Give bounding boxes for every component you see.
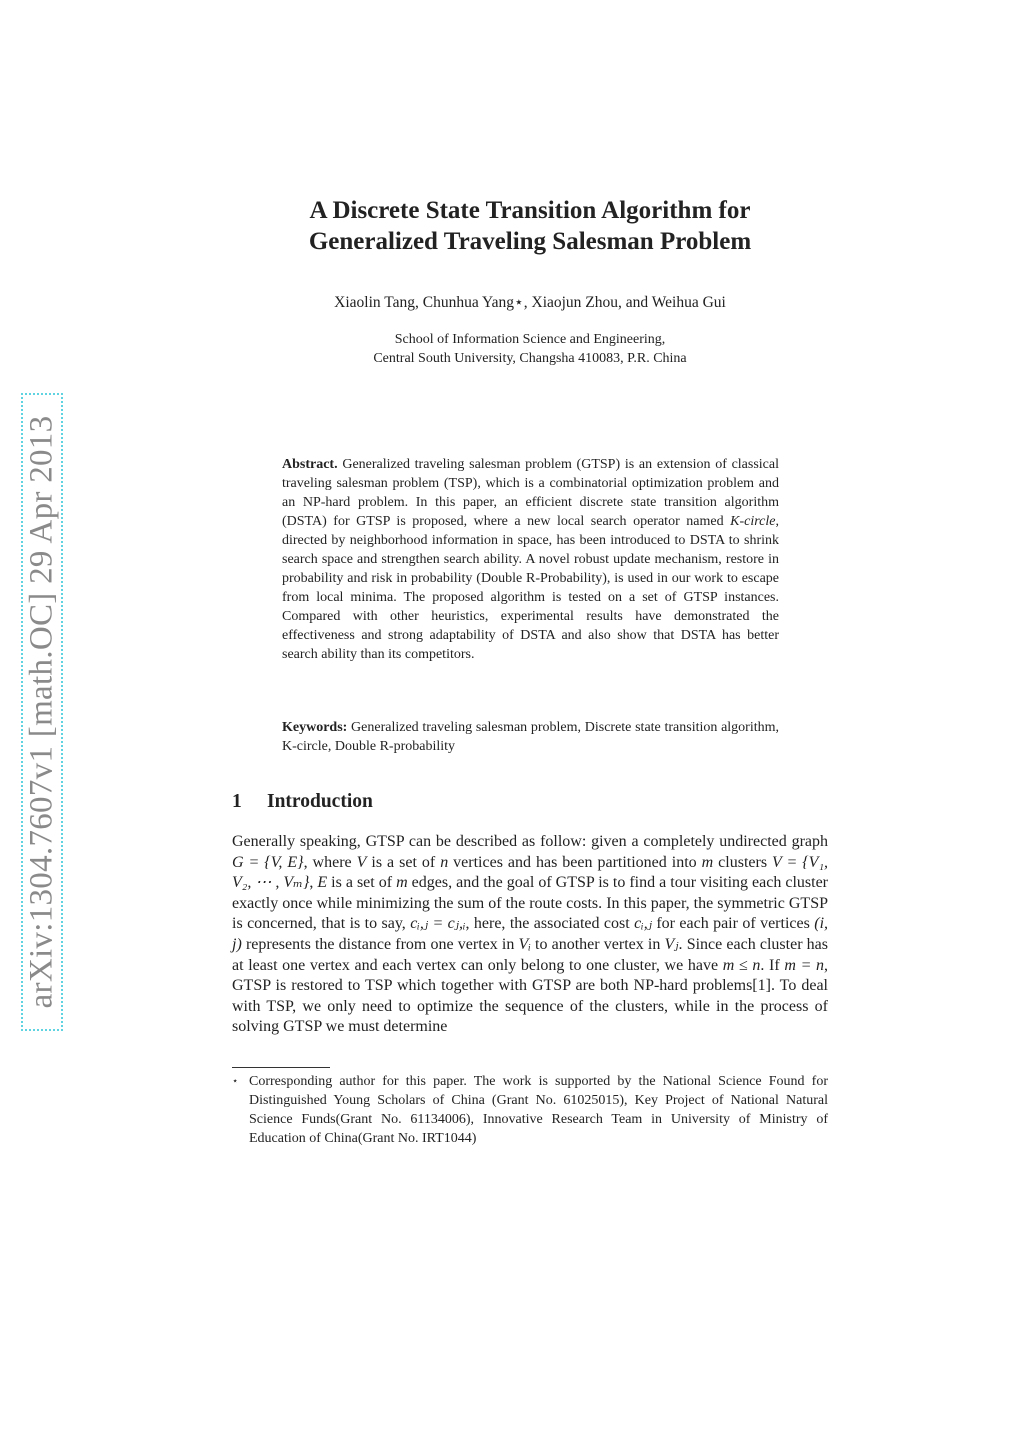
abstract-text-part1: Generalized traveling salesman problem (GTSP) is an extension of classical traveling salesman problem (TSP), which is a combinatorial optimization problem and an NP-hard problem. In this paper, an efficient discrete state transition algorithm (DSTA) for GTSP is proposed, where a new local search operator named [282, 457, 779, 529]
intro-text: , here, the associated cost [465, 915, 635, 933]
keywords [282, 718, 779, 756]
abstract-emphasis: K-circle [730, 514, 776, 529]
section-heading-introduction [232, 789, 373, 815]
abstract-label: Abstract. [282, 457, 338, 472]
affiliation-line-2: Central South University, Changsha 410083, P.R. China [373, 351, 687, 366]
intro-math: m ≤ n [722, 956, 761, 974]
intro-text: , GTSP is restored to TSP which together with GTSP are both NP-hard problems[1]. To deal with TSP, we only need to optimize the sequence of the clusters, while in the process of solving GTSP we must determine [232, 956, 829, 1036]
title-line-2: Generalized Traveling Salesman Problem [308, 228, 752, 255]
footnote-text: Corresponding author for this paper. The work is supported by the National Science Found for Distinguished Young Scholars of China (Grant No. 61025015), Key Project of National Natural Science Funds(Grant No. 61134006), Innovative Research Team in University of Ministry of Education of China(Grant No. IRT1044) [249, 1074, 828, 1146]
paper-title [230, 195, 830, 257]
abstract-text-part2: , directed by neighborhood information in space, has been introduced to DSTA to shrink search space and strengthen search ability. A novel robust update mechanism, restore in probability and risk in probability (Double R-Probability), is used in our work to escape from local minima. The proposed algorithm is tested on a set of GTSP instances. Compared with other heuristics, experimental results have demonstrated the effectiveness and strong adaptability of DSTA and also show that DSTA has better search ability than its competitors. [282, 514, 779, 662]
intro-math: Vᵢ [518, 935, 531, 953]
intro-math: E [317, 874, 328, 892]
intro-math: V [356, 853, 367, 871]
intro-text: for each pair of vertices [651, 915, 815, 933]
section-number: 1 [232, 791, 242, 812]
intro-math: m [701, 853, 714, 871]
intro-text: edges, and the goal of GTSP is to find a tour visiting each cluster exactly once while minimizing the sum of the route costs. In this paper, the symmetric GTSP is concerned, that is to say, [232, 874, 829, 933]
keywords-text: Generalized traveling salesman problem, Discrete state transition algorithm, K-circle, Double R-probability [282, 720, 780, 754]
intro-math: G = {V, E} [232, 853, 304, 871]
footnote [232, 1072, 828, 1148]
author-list: Xiaolin Tang, Chunhua Yang⋆, Xiaojun Zhou, and Weihua Gui [334, 294, 726, 311]
intro-math: Vⱼ [664, 935, 679, 953]
intro-math: cᵢ,ⱼ [634, 915, 652, 933]
arxiv-identifier: arXiv:1304.7607v1 [math.OC] 29 Apr 2013 [23, 415, 60, 1009]
intro-text: represents the distance from one vertex in [241, 935, 519, 953]
intro-text: , where [303, 853, 357, 871]
intro-text: . If [760, 956, 785, 974]
intro-text: is a set of [327, 874, 397, 892]
intro-text: to another vertex in [530, 935, 665, 953]
intro-math: V = {V₁, V₂, ⋯ , Vₘ} [232, 853, 829, 892]
intro-text: vertices and has been partitioned into [448, 853, 702, 871]
intro-text: clusters [713, 853, 773, 871]
intro-math: (i, j) [232, 915, 829, 953]
intro-math: n [440, 853, 449, 871]
intro-text: is a set of [366, 853, 441, 871]
affiliation [230, 330, 830, 368]
title-line-1: A Discrete State Transition Algorithm for [309, 197, 751, 224]
affiliation-line-1: School of Information Science and Engineering, [394, 332, 666, 347]
intro-math: cᵢ,ⱼ = cⱼ,ᵢ [410, 915, 466, 933]
intro-math: m = n [784, 956, 825, 974]
footnote-marker: ⋆ [232, 1076, 239, 1087]
abstract [282, 455, 779, 664]
keywords-label: Keywords: [282, 720, 348, 735]
intro-text: . Since each cluster has at least one vertex and each vertex can only belong to one cluster, we have [232, 935, 829, 974]
footnote-divider [232, 1067, 330, 1068]
section-title: Introduction [267, 791, 373, 812]
intro-math: m [396, 874, 408, 892]
intro-text: Generally speaking, GTSP can be described as follow: given a completely undirected graph [232, 833, 828, 850]
introduction-paragraph [232, 832, 828, 1038]
intro-text: , [309, 874, 318, 892]
